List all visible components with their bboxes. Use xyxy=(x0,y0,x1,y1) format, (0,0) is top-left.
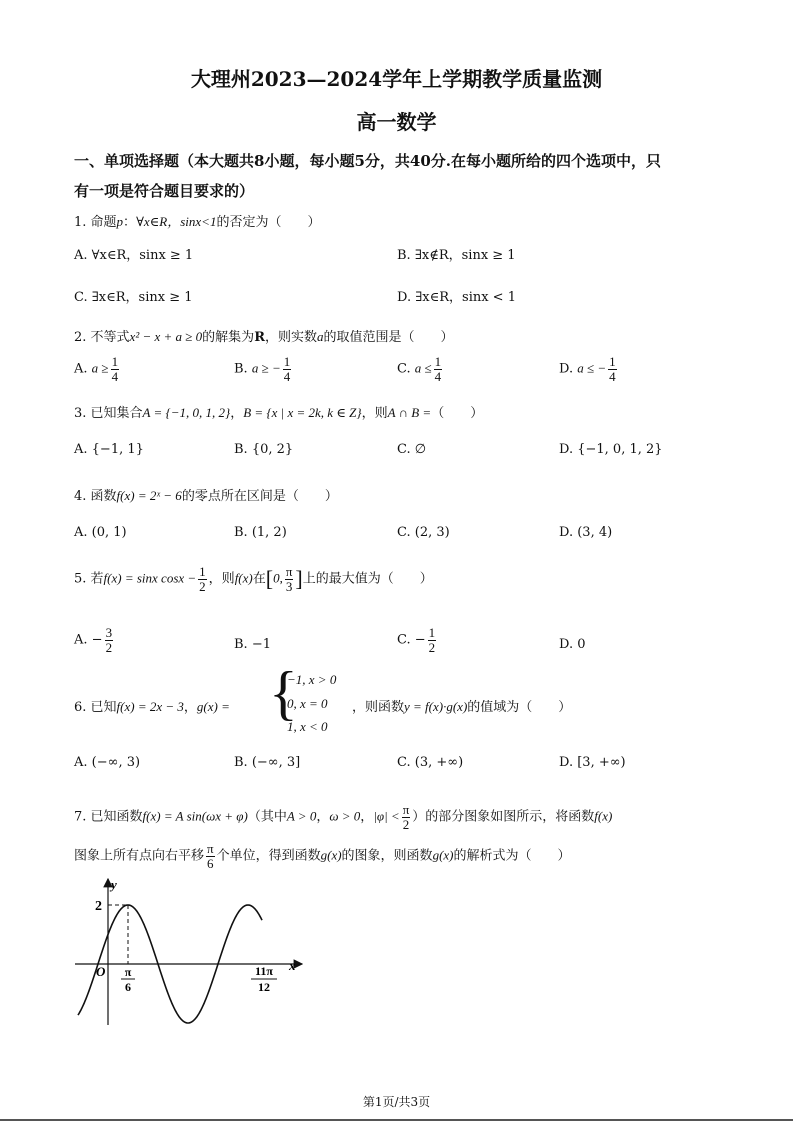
q5-num: 1 xyxy=(199,564,206,579)
q4-option-a: A. (0, 1) xyxy=(74,525,127,540)
q5-interval-num: π xyxy=(285,564,293,579)
q6-case-1: −1, x > 0 xyxy=(287,672,337,687)
q1-p: p xyxy=(116,214,124,229)
q3-stem-a: 3. 已知集合 xyxy=(74,406,143,421)
q3-option-b: B. {0, 2} xyxy=(234,442,294,457)
q5-option-d: D. 0 xyxy=(559,637,586,652)
q2-option-a xyxy=(74,355,121,383)
tick1-numerator: π xyxy=(124,965,132,979)
q2-a-num: 1 xyxy=(111,354,119,369)
question-6-stem-b xyxy=(352,696,571,715)
q3-set-a: A = {−1, 0, 1, 2} xyxy=(142,405,231,420)
q4-stem-a: 4. 函数 xyxy=(74,489,117,504)
q1-option-d: D. ∃x∈R，sinx < 1 xyxy=(397,290,516,305)
q5-expression: f(x) = sinx cosx − xyxy=(103,570,197,586)
q2-stem-c: ，则实数 xyxy=(265,330,318,345)
q1-condition: ∀x∈R，sinx<1 xyxy=(136,214,217,229)
q2-b-label: B. xyxy=(234,361,248,377)
q5-option-a xyxy=(74,626,115,654)
q2-c-num: 1 xyxy=(434,354,442,369)
section-heading-line2: 有一项是符合题目要求的） xyxy=(74,182,255,200)
q7-line2-a: 图象上所有点向右平移 xyxy=(74,848,205,864)
q7-cond-3-num: π xyxy=(402,802,410,817)
q2-c-den: 4 xyxy=(434,368,442,384)
q5-stem-b: ，则 xyxy=(208,571,235,587)
q4-expression: f(x) = 2ˣ − 6 xyxy=(116,488,182,503)
q5-option-c xyxy=(397,626,438,654)
question-5 xyxy=(74,565,433,593)
q6-g: g(x) = xyxy=(196,699,230,714)
q7-stem-b: （其中 xyxy=(247,809,287,825)
q5-option-b: B. −1 xyxy=(234,637,271,652)
section-heading-line1: 一、单项选择题（本大题共8小题，每小题5分，共40分.在每小题所给的四个选项中，只 xyxy=(74,152,661,170)
sine-graph xyxy=(70,875,310,1030)
question-2 xyxy=(74,326,454,345)
q5-a-den: 2 xyxy=(105,639,113,655)
q1-stem-prefix: 1. 命题 xyxy=(74,215,117,230)
q6-y: y = f(x)·g(x) xyxy=(404,699,468,714)
q7-cond-3: |φ| < xyxy=(373,808,400,824)
q3-option-d: D. {−1, 0, 1, 2} xyxy=(559,442,663,457)
q2-a-label: A. xyxy=(74,361,88,377)
q7-comma-1: ， xyxy=(316,809,330,825)
q7-shift-den: 6 xyxy=(207,855,214,871)
q7-cond-1: A > 0 xyxy=(286,808,317,824)
q2-d-label: D. xyxy=(559,361,574,377)
q2-a-pre: a ≥ xyxy=(91,360,109,376)
q4-option-b: B. (1, 2) xyxy=(234,525,287,540)
q5-fx: f(x) xyxy=(234,570,253,586)
q5-a-num: 3 xyxy=(105,625,113,640)
q6-comma: ， xyxy=(183,700,197,715)
question-4 xyxy=(74,485,338,504)
bottom-rule xyxy=(0,1119,793,1121)
origin-label: O xyxy=(96,964,106,979)
y-axis-label: y xyxy=(111,877,117,892)
q3-comma: ， xyxy=(230,406,244,421)
q2-c-pre: a ≤ xyxy=(414,360,432,376)
q7-fx: f(x) xyxy=(594,808,613,824)
q2-real-set: R xyxy=(254,330,265,345)
q2-b-den: 4 xyxy=(283,368,291,384)
question-7-line2 xyxy=(74,842,571,870)
q7-gx-2: g(x) xyxy=(432,847,454,863)
q6-option-a: A. (−∞, 3) xyxy=(74,755,141,770)
q3-set-b: B = {x | x = 2k, k ∈ Z} xyxy=(243,405,362,420)
q2-option-d xyxy=(559,355,619,383)
q4-option-d: D. (3, 4) xyxy=(559,525,613,540)
q2-a: a xyxy=(317,329,324,344)
q5-c-num: 1 xyxy=(428,625,436,640)
page-title: 大理州2023—2024学年上学期教学质量监测 xyxy=(190,67,603,91)
q5-stem-c: 在 xyxy=(252,571,266,587)
q5-a-label: A. xyxy=(74,632,88,648)
q3-expression: A ∩ B = xyxy=(387,405,432,420)
q2-d-num: 1 xyxy=(609,354,616,369)
q5-bracket-left: [ xyxy=(265,566,274,592)
q5-interval-left: 0, xyxy=(273,570,283,586)
q6-f: f(x) = 2x − 3 xyxy=(116,699,184,714)
q2-a-den: 4 xyxy=(111,368,119,384)
q5-interval-den: 3 xyxy=(285,578,293,594)
peak-value-label: 2 xyxy=(95,899,102,914)
q2-d-den: 4 xyxy=(609,368,616,384)
q2-b-pre: a ≥ − xyxy=(251,360,281,376)
q7-line2-c: 的图象，则函数 xyxy=(341,848,433,864)
q6-stem-c: 的值域为（ ） xyxy=(467,700,572,715)
q6-case-2: 0, x = 0 xyxy=(287,696,328,711)
q6-brace: { xyxy=(269,660,298,726)
q7-cond-2: ω > 0 xyxy=(329,808,361,824)
q5-stem-d: 上的最大值为（ ） xyxy=(302,571,433,587)
q1-option-c: C. ∃x∈R，sinx ≥ 1 xyxy=(74,290,193,305)
q1-option-a: A. ∀x∈R，sinx ≥ 1 xyxy=(74,248,194,263)
q6-stem-b: ，则函数 xyxy=(352,700,405,715)
q7-shift-num: π xyxy=(207,841,214,856)
q5-den: 2 xyxy=(199,578,206,594)
q3-option-a: A. {−1, 1} xyxy=(74,442,144,457)
q5-c-label: C. xyxy=(397,632,411,648)
q2-b-num: 1 xyxy=(283,354,291,369)
q5-bracket-right: ] xyxy=(295,566,303,592)
tick2-numerator: 11π xyxy=(255,964,273,978)
q1-sep: ： xyxy=(123,215,137,230)
q7-cond-3-den: 2 xyxy=(402,816,410,832)
q6-option-d: D. [3, +∞) xyxy=(559,755,626,770)
q1-stem-suffix: 的否定为（ ） xyxy=(216,215,321,230)
q7-stem-a: 7. 已知函数 xyxy=(74,809,143,825)
q2-expression: x² − x + a ≥ 0 xyxy=(129,329,203,344)
q2-stem-d: 的取值范围是（ ） xyxy=(323,330,454,345)
q3-option-c: C. ∅ xyxy=(397,442,427,457)
q6-option-c: C. (3, +∞) xyxy=(397,755,464,770)
question-3 xyxy=(74,402,483,421)
q5-c-pre: − xyxy=(414,632,426,648)
q1-option-b: B. ∃x∉R，sinx ≥ 1 xyxy=(397,248,516,263)
question-7-line1 xyxy=(74,803,612,831)
question-1 xyxy=(74,211,320,230)
q5-c-den: 2 xyxy=(428,639,436,655)
q6-option-b: B. (−∞, 3] xyxy=(234,755,301,770)
q3-stem-b: ，则 xyxy=(361,406,388,421)
tick1-denominator: 6 xyxy=(125,980,131,994)
q2-stem-b: 的解集为 xyxy=(202,330,255,345)
q2-c-label: C. xyxy=(397,361,411,377)
q7-gx: g(x) xyxy=(320,847,342,863)
q3-stem-c: （ ） xyxy=(431,406,484,421)
q5-stem-a: 5. 若 xyxy=(74,571,104,587)
q7-comma-2: ， xyxy=(360,809,374,825)
q7-line2-b: 个单位，得到函数 xyxy=(216,848,321,864)
q2-option-c xyxy=(397,355,444,383)
q4-stem-b: 的零点所在区间是（ ） xyxy=(181,489,338,504)
q5-a-pre: − xyxy=(91,632,103,648)
tick2-denominator: 12 xyxy=(258,980,270,994)
q7-stem-c: ）的部分图象如图所示，将函数 xyxy=(412,809,595,825)
q6-stem-a: 6. 已知 xyxy=(74,700,117,715)
page-subtitle: 高一数学 xyxy=(356,110,437,134)
page-number: 第1页/共3页 xyxy=(362,1095,431,1109)
q4-option-c: C. (2, 3) xyxy=(397,525,450,540)
x-axis-label: x xyxy=(289,958,296,973)
q2-option-b xyxy=(234,355,293,383)
q7-f: f(x) = A sin(ωx + φ) xyxy=(142,808,248,824)
question-6-stem-a xyxy=(74,696,230,715)
q6-case-3: 1, x < 0 xyxy=(287,719,328,734)
q2-d-pre: a ≤ − xyxy=(577,360,607,376)
q2-stem-a: 2. 不等式 xyxy=(74,330,130,345)
q7-line2-d: 的解析式为（ ） xyxy=(453,848,571,864)
